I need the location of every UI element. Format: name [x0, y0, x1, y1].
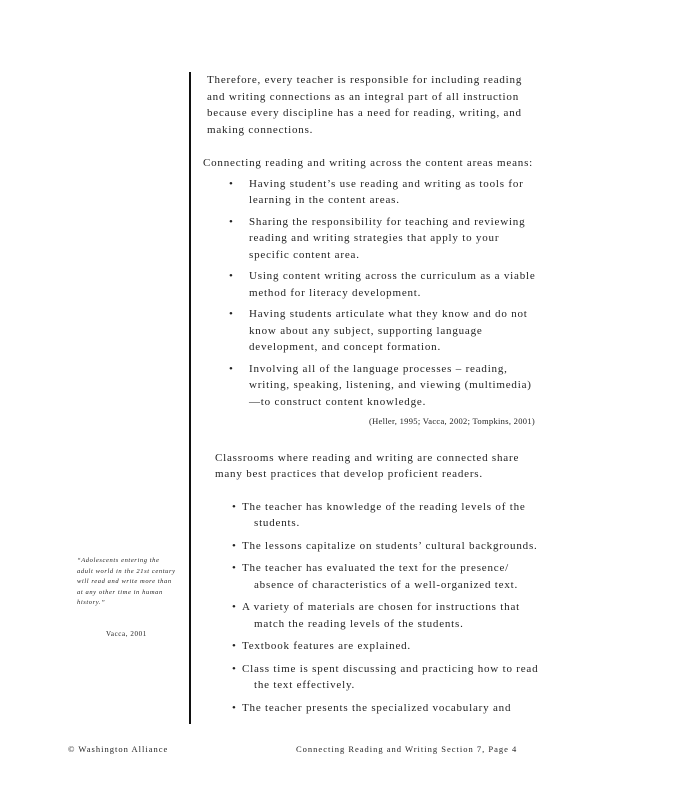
section2-heading: Classrooms where reading and writing are connected share many best practices that develop proficient readers.	[215, 451, 520, 480]
vertical-rule	[189, 72, 191, 724]
list-item: • Class time is spent discussing and practicing how to read the text effectively.	[232, 661, 552, 694]
footer-page-info: Connecting Reading and Writing Section 7, Page 4	[296, 744, 518, 754]
list-item: • Textbook features are explained.	[232, 638, 552, 655]
sidebar-quote: “Adolescents entering the adult world in the 21st century will read and write more than at any other time in human history.”	[77, 557, 176, 606]
intro-paragraph: Therefore, every teacher is responsible for including reading and writing connections as an integral part of all instruction because every discipline has a need for reading, writing, and making connections.	[207, 74, 523, 136]
list-item: • The teacher has evaluated the text for the presence/ absence of characteristics of a well-organized text.	[232, 560, 552, 593]
list-item: • The teacher presents the specialized vocabulary and	[232, 700, 552, 717]
list-item: • Using content writing across the curriculum as a viable method for literacy development.	[229, 268, 539, 301]
sidebar-attribution: Vacca, 2001	[106, 630, 147, 638]
list-item: • The teacher has knowledge of the reading levels of the students.	[232, 499, 552, 532]
list-item: • The lessons capitalize on students’ cultural backgrounds.	[232, 538, 552, 555]
section1-list	[229, 176, 539, 411]
list-item: • Having student’s use reading and writing as tools for learning in the content areas.	[229, 176, 539, 209]
footer-copyright: © Washington Alliance	[68, 744, 169, 754]
citation: (Heller, 1995; Vacca, 2002; Tompkins, 2001)	[368, 416, 535, 426]
list-item: • Sharing the responsibility for teaching and reviewing reading and writing strategies that apply to your specific content area.	[229, 214, 539, 264]
section1-heading: Connecting reading and writing across the content areas means:	[203, 157, 534, 169]
list-item: • Involving all of the language processes – reading, writing, speaking, listening, and viewing (multimedia) —to construct content knowledge.	[229, 361, 539, 411]
main-content	[203, 72, 557, 722]
section2-list	[232, 499, 552, 717]
list-item: • A variety of materials are chosen for instructions that match the reading levels of the students.	[232, 599, 552, 632]
list-item: • Having students articulate what they know and do not know about any subject, supporting language development, and concept formation.	[229, 306, 539, 356]
